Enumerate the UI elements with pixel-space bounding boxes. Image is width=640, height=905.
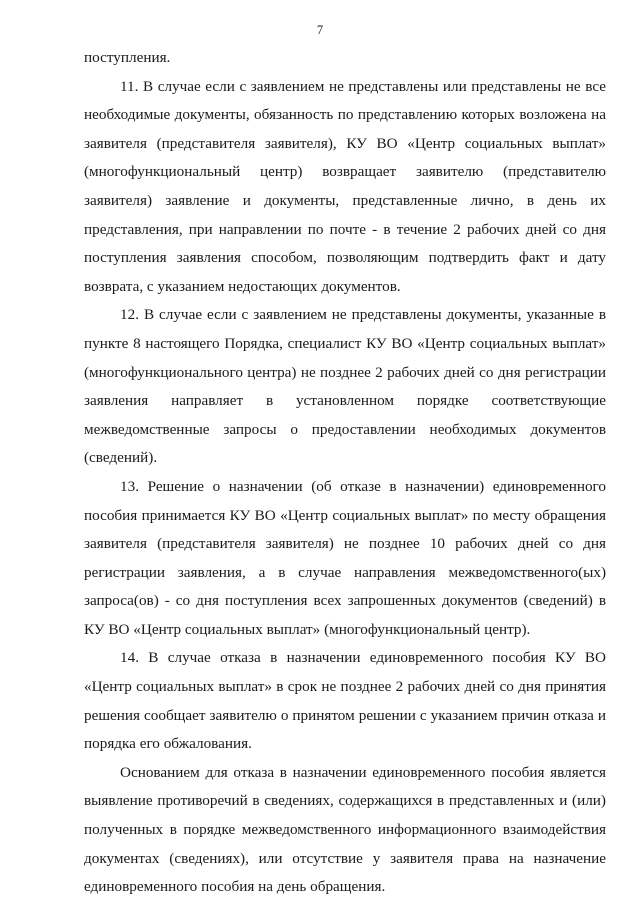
paragraph-item-13: 13. Решение о назначении (об отказе в назначении) единовременного пособия принимается КУ ВО «Центр социальных выплат» по месту обращения заявителя (представителя заявителя) не позднее 10 рабочих дней со дня регистрации заявления, а в случае направления межведомственного(ых) запроса(ов) - со дня поступления всех запрошенных документов (сведений) в КУ ВО «Центр социальных выплат» (многофункциональный центр). <box>84 477 606 638</box>
paragraph-item-11: 11. В случае если с заявлением не представлены или представлены не все необходимые документы, обязанность по представлению которых возложена на заявителя (представителя заявителя), КУ ВО «Центр социальных выплат» (многофункциональный центр) возвращает заявителю (представителю заявителя) заявление и документы, представленные лично, в день их представления, при направлении по почте - в течение 2 рабочих дней со дня поступления заявления способом, позволяющим подтвердить факт и дату возврата, с указанием недостающих документов. <box>84 77 606 295</box>
paragraph-item-12: 12. В случае если с заявлением не представлены документы, указанные в пункте 8 настоящего Порядка, специалист КУ ВО «Центр социальных выплат» (многофункционального центра) не позднее 2 рабочих дней со дня регистрации заявления направляет в установленном порядке соответствующие межведомственные запросы о предоставлении необходимых документов (сведений). <box>84 306 606 467</box>
paragraph-refusal-grounds: Основанием для отказа в назначении единовременного пособия является выявление противоречий в сведениях, содержащихся в представленных и (или) полученных в порядке межведомственного информационного взаимодействия документах (сведениях), или отсутствие у заявителя права на назначение единовременного пособия на день обращения. <box>84 763 606 896</box>
document-body <box>84 44 606 902</box>
paragraph-item-14: 14. В случае отказа в назначении единовременного пособия КУ ВО «Центр социальных выплат» в срок не позднее 2 рабочих дней со дня принятия решения сообщает заявителю о принятом решении с указанием причин отказа и порядка его обжалования. <box>84 649 606 753</box>
paragraph-continuation: поступления. <box>84 49 171 66</box>
page-number: 7 <box>316 23 324 37</box>
